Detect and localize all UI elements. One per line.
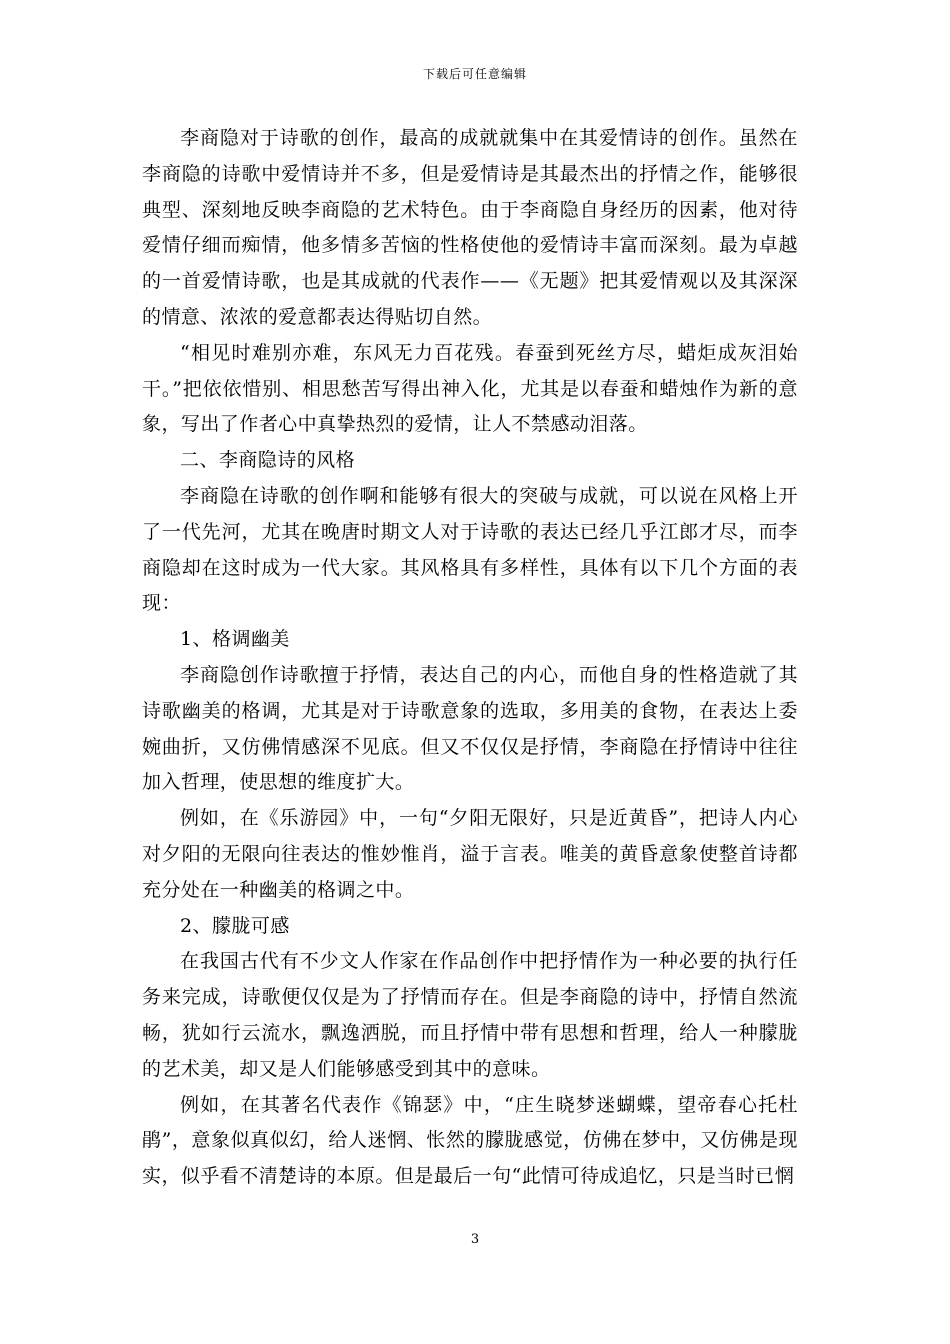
paragraph-love-poems: 李商隐对于诗歌的创作，最高的成就就集中在其爱情诗的创作。虽然在李商隐的诗歌中爱情诗并不多，但是爱情诗是其最杰出的抒情之作，能够很典型、深刻地反映李商隐的艺术特色。由于李商隐自身经历的因素，他对待爱情仔细而痴情，他多情多苦恼的性格使他的爱情诗丰富而深刻。最为卓越的一首爱情诗歌，也是其成就的代表作——《无题》把其爱情观以及其深深的情意、浓浓的爱意都表达得贴切自然。 (142, 127, 798, 328)
section-heading-style: 二、李商隐诗的风格 (180, 449, 356, 472)
paragraph-style-intro: 李商隐在诗歌的创作啊和能够有很大的突破与成就，可以说在风格上开了一代先河，尤其在晚唐时期文人对于诗歌的表达已经几乎江郎才尽，而李商隐却在这时成为一代大家。其风格具有多样性，具体有以下几个方面的表现： (142, 484, 798, 615)
subheading-hazy-feeling: 2、朦胧可感 (180, 914, 290, 937)
page-number: 3 (470, 1232, 480, 1247)
subheading-elegant-tone: 1、格调幽美 (180, 628, 290, 651)
paragraph-hazy-feeling: 在我国古代有不少文人作家在作品创作中把抒情作为一种必要的执行任务来完成，诗歌便仅仅是为了抒情而存在。但是李商隐的诗中，抒情自然流畅，犹如行云流水，飘逸洒脱，而且抒情中带有思想和哲理，给人一种朦胧的艺术美，却又是人们能够感受到其中的意味。 (142, 950, 798, 1080)
paragraph-jinse-example: 例如，在其著名代表作《锦瑟》中，“庄生晓梦迷蝴蝶，望帝春心托杜鹃”，意象似真似幻，给人迷惘、怅然的朦胧感觉，仿佛在梦中，又仿佛是现实，似乎看不清楚诗的本原。但是最后一句“此情可待成追忆，只是当时已惘 (142, 1093, 798, 1188)
paragraph-leyouyuan-example: 例如，在《乐游园》中，一句“夕阳无限好，只是近黄昏”，把诗人内心对夕阳的无限向往表达的惟妙惟肖，溢于言表。唯美的黄昏意象使整首诗都充分处在一种幽美的格调之中。 (142, 807, 798, 901)
page-header: 下载后可任意编辑 (422, 67, 527, 81)
paragraph-wuti-quote: “相见时难别亦难，东风无力百花残。春蚕到死丝方尽，蜡炬成灰泪始干。”把依依惜别、相思愁苦写得出神入化，尤其是以春蚕和蜡烛作为新的意象，写出了作者心中真挚热烈的爱情，让人不禁感动泪落。 (142, 341, 798, 436)
document-body (142, 121, 798, 1195)
paragraph-elegant-tone: 李商隐创作诗歌擅于抒情，表达自己的内心，而他自身的性格造就了其诗歌幽美的格调，尤其是对于诗歌意象的选取，多用美的食物，在表达上委婉曲折，又仿佛情感深不见底。但又不仅仅是抒情，李商隐在抒情诗中往往加入哲理，使思想的维度扩大。 (142, 663, 798, 794)
